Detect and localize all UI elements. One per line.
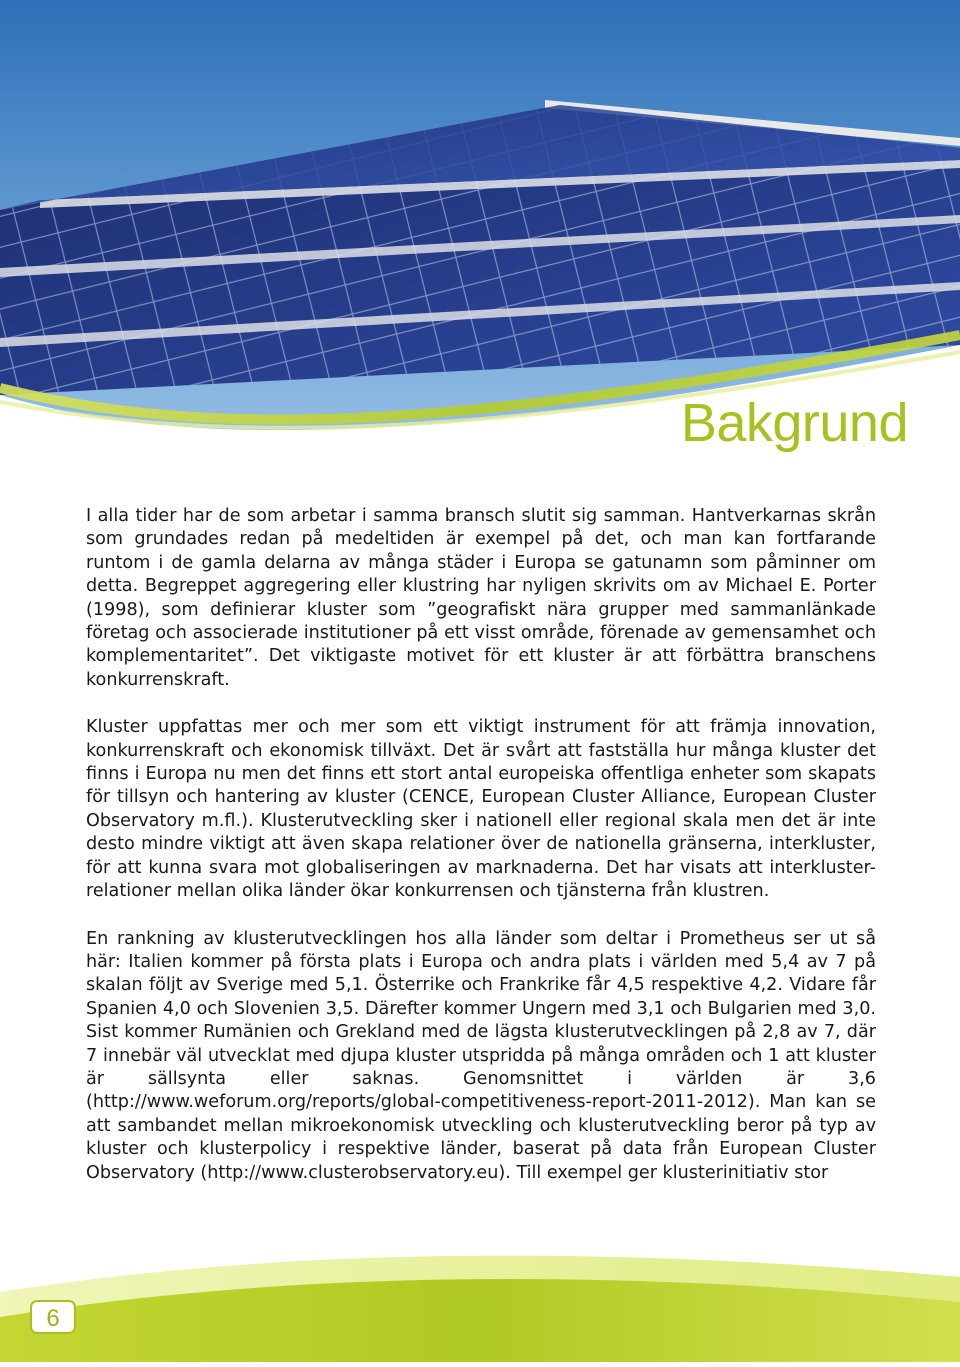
page-number-badge: 6 bbox=[30, 1300, 76, 1334]
footer-green-wave bbox=[0, 1222, 960, 1362]
page-title: Bakgrund bbox=[680, 393, 908, 453]
paragraph-1: I alla tider har de som arbetar i samma bransch slutit sig samman. Hantverkarnas skrån som grundades redan på medeltiden är exempel på det, och man kan fortfarande runtom i de gamla delarna av många städer i Europa se gatunamn som påminner om detta. Begreppet aggregering eller klustring har nyligen skrivits om av Michael E. Porter (1998), som definierar kluster som ”geografiskt nära grupper med sammanlänkade företag och associerade institutioner på ett visst område, förenade av gemensamhet och komplementaritet”. Det viktigaste motivet för ett kluster är att förbättra branschens konkurrenskraft. bbox=[86, 506, 876, 690]
paragraph-2: Kluster uppfattas mer och mer som ett viktigt instrument för att främja innovation, konkurrenskraft och ekonomisk tillväxt. Det är svårt att fastställa hur många kluster det finns i Europa nu men det finns ett stort antal europeiska offentliga enheter som skapats för tillsyn och hantering av kluster (CENCE, European Cluster Alliance, European Cluster Observatory m.fl.). Klusterutveckling sker i nationell eller regional skala men det är inte desto mindre viktigt att även skapa relationer över de nationella gränserna, interkluster, för att kunna svara mot globaliseringen av marknaderna. Det har visats att interkluster-relationer mellan olika länder ökar konkurrensen och tjänsterna från klustren. bbox=[86, 717, 876, 902]
article-body bbox=[86, 505, 876, 1209]
paragraph-3: En rankning av klusterutvecklingen hos alla länder som deltar i Prometheus ser ut så här: Italien kommer på första plats i Europa och andra plats i världen med 5,4 av 7 på skalan följt av Sverige med 5,1. Österrike och Frankrike får 4,5 respektive 4,2. Vidare får Spanien 4,0 och Slovenien 3,5. Därefter kommer Ungern med 3,1 och Bulgarien med 3,0. Sist kommer Rumänien och Grekland med de lägsta klusterutvecklingen på 2,8 av 7, där 7 innebär väl utvecklat med djupa kluster utspridda på många områden och 1 att kluster är sällsynta eller saknas. Genomsnittet i världen är 3,6 (http://www.weforum.org/reports/global-competitiveness-report-2011-2012). Man kan se att sambandet mellan mikroekonomisk utveckling och klusterutveckling beror på typ av kluster och klusterpolicy i respektive länder, baserat på data från European Cluster Observatory (http://www.clusterobservatory.eu). Till exempel ger klusterinitiativ stor bbox=[86, 928, 876, 1183]
